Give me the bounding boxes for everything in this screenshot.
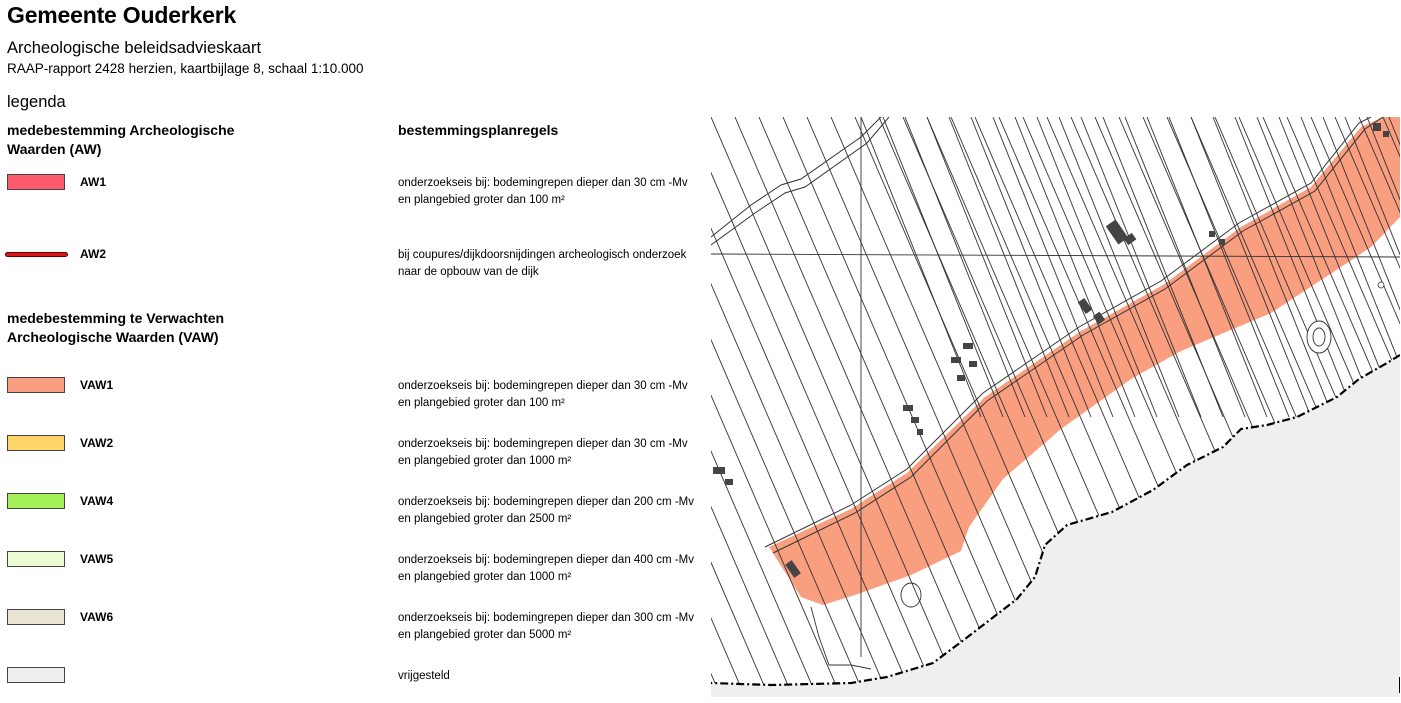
legend-swatch-vaw2 <box>7 435 65 451</box>
legend-heading: legenda <box>7 93 66 111</box>
legend-swatch-vaw4 <box>7 493 65 509</box>
legend-code-vaw2: VAW2 <box>80 436 114 450</box>
legend-rule-line: onderzoekseis bij: bodemingrepen dieper dan 400 cm -Mv <box>398 554 694 566</box>
legend-code-vaw4: VAW4 <box>80 494 114 508</box>
map-title: Gemeente Ouderkerk <box>7 2 237 28</box>
legend-rule-line: en plangebied groter dan 100 m² <box>398 397 565 409</box>
frame-tick <box>1399 677 1400 693</box>
legend-rule-vrijgesteld <box>398 668 708 685</box>
map-building <box>903 405 913 411</box>
legend-rule-vaw2 <box>398 436 708 470</box>
map-building <box>1219 239 1225 245</box>
legend-rule-line: en plangebied groter dan 2500 m² <box>398 513 572 525</box>
legend-rule-line: onderzoekseis bij: bodemingrepen dieper dan 30 cm -Mv <box>398 438 688 450</box>
vaw-section-heading: medebestemming te Verwachten Archeologische Waarden (VAW) <box>7 310 225 345</box>
map-pond <box>1378 282 1384 288</box>
legend-swatch-vaw5 <box>7 551 65 567</box>
legend-rule-line: en plangebied groter dan 100 m² <box>398 194 565 206</box>
legend-swatch-aw1 <box>7 174 65 190</box>
legend-rule-vaw1 <box>398 378 708 412</box>
map-building <box>951 357 961 363</box>
map-building <box>1373 123 1381 131</box>
legend-rule-line: vrijgesteld <box>398 670 450 682</box>
aw-section-heading: medebestemming Archeologische Waarden (AW) <box>7 122 235 157</box>
legend-rule-line: onderzoekseis bij: bodemingrepen dieper dan 30 cm -Mv <box>398 177 688 189</box>
legend-rule-vaw4 <box>398 494 708 528</box>
legend-rule-aw2 <box>398 247 708 281</box>
report-reference: RAAP-rapport 2428 herzien, kaartbijlage 8, schaal 1:10.000 <box>7 61 364 76</box>
legend-rule-line: en plangebied groter dan 1000 m² <box>398 571 572 583</box>
legend-rule-line: naar de opbouw van de dijk <box>398 266 539 278</box>
map-building <box>1383 131 1389 137</box>
legend-swatch-vaw6 <box>7 609 65 625</box>
legend-rule-line: onderzoekseis bij: bodemingrepen dieper dan 30 cm -Mv <box>398 380 688 392</box>
rules-column-heading: bestemmingsplanregels <box>398 122 559 138</box>
map-subtitle: Archeologische beleidsadvieskaart <box>7 39 262 57</box>
legend-code-aw2: AW2 <box>80 247 107 261</box>
map-building <box>713 467 725 474</box>
legend-rule-line: onderzoekseis bij: bodemingrepen dieper dan 200 cm -Mv <box>398 496 694 508</box>
map-building <box>969 361 977 367</box>
legend-code-vaw5: VAW5 <box>80 552 114 566</box>
archaeology-map[interactable] <box>711 117 1400 697</box>
legend-rule-vaw5 <box>398 552 708 586</box>
map-building <box>911 417 919 423</box>
map-building <box>963 343 973 349</box>
map-building <box>1209 231 1215 237</box>
legend-rule-line: onderzoekseis bij: bodemingrepen dieper dan 300 cm -Mv <box>398 612 694 624</box>
legend-swatch-vrijgesteld <box>7 667 65 683</box>
legend-code-vaw1: VAW1 <box>80 378 114 392</box>
legend-code-aw1: AW1 <box>80 175 107 189</box>
map-building <box>917 429 923 435</box>
legend-rule-line: en plangebied groter dan 5000 m² <box>398 629 572 641</box>
legend-rule-line: bij coupures/dijkdoorsnijdingen archeologisch onderzoek <box>398 249 687 261</box>
legend-rule-aw1 <box>398 175 708 209</box>
legend-rule-line: en plangebied groter dan 1000 m² <box>398 455 572 467</box>
legend-rule-vaw6 <box>398 610 708 644</box>
legend-swatch-aw2 <box>5 252 68 257</box>
map-building <box>725 479 733 485</box>
map-pond <box>1307 321 1331 353</box>
legend-code-vaw6: VAW6 <box>80 610 114 624</box>
legend-swatch-vaw1 <box>7 377 65 393</box>
map-building <box>957 375 965 381</box>
